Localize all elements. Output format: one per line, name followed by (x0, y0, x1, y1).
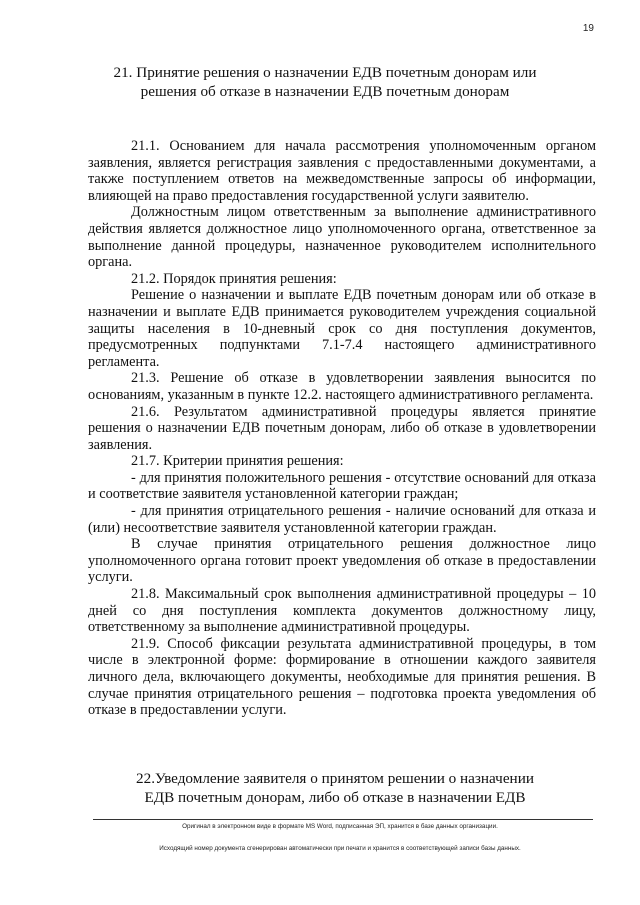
paragraph-21-6: 21.6. Результатом административной процедуры является принятие решения о назначении ЕДВ почетным донорам, либо об отказе в удовлетворении заявления. (88, 403, 596, 453)
paragraph-21-9: 21.9. Способ фиксации результата административной процедуры, в том числе в электронной форме: формирование в отношении каждого заявителя личного дела, включающего документы, необходимые для принятия решения. В случае принятия отрицательного решения – подготовка проекта уведомления об отказе в предоставлении услуги. (88, 635, 596, 719)
paragraph-21-1: 21.1. Основанием для начала рассмотрения уполномоченным органом заявления, является регистрация заявления с предоставленными документами, а также поступлением ответов на межведомственные запросы об информации, влияющей на право предоставления государственной услуги заявителю. (88, 138, 596, 204)
footnote-outgoing-number: Исходящий номер документа сгенерирован автоматически при печати и хранится в соответствующей записи базы данных. (159, 845, 521, 852)
section-22-heading: 22.Уведомление заявителя о принятом решении о назначении ЕДВ почетным донорам, либо об отказе в назначении ЕДВ (136, 770, 534, 806)
footnote-original: Оригинал в электронном виде в формате MS Word, подписанная ЭП, хранится в базе данных организации. (182, 823, 498, 830)
paragraph-refusal-notice: В случае принятия отрицательного решения должностное лицо уполномоченного органа готовит проект уведомления об отказе в предоставлении услуги. (88, 536, 596, 586)
paragraph-21-2: 21.2. Порядок принятия решения: (131, 270, 337, 287)
section-21-body (88, 138, 596, 719)
paragraph-21-3: 21.3. Решение об отказе в удовлетворении заявления выносится по основаниям, указанным в пункте 12.2. настоящего административного регламента. (88, 370, 596, 403)
paragraph-responsible-official: Должностным лицом ответственным за выполнение административного действия является должностное лицо уполномоченного органа, ответственное за выполнение данной процедуры, назначенное руководителем исполнительного органа. (88, 204, 596, 271)
paragraph-21-7: 21.7. Критерии принятия решения: (131, 453, 344, 470)
paragraph-positive-criteria: - для принятия положительного решения - отсутствие оснований для отказа и соответствие заявителя установленной категории граждан; (88, 469, 596, 503)
footer-divider (93, 819, 593, 820)
section-21-heading: 21. Принятие решения о назначении ЕДВ почетным донорам или решения об отказе в назначении ЕДВ почетным донорам (113, 64, 537, 100)
paragraph-decision: Решение о назначении и выплате ЕДВ почетным донорам или об отказе в назначении и выплате ЕДВ принимается руководителем учреждения социальной защиты населения в 10-дневный срок со дня поступления документов, предусмотренных подпунктами 7.1-7.4 настоящего административного регламента. (88, 287, 596, 370)
paragraph-negative-criteria: - для принятия отрицательного решения - наличие оснований для отказа и (или) несоответствие заявителя установленной категории граждан. (88, 503, 596, 536)
paragraph-21-8: 21.8. Максимальный срок выполнения административной процедуры – 10 дней со дня поступления комплекта документов должностному лицу, ответственному за выполнение административной процедуры. (88, 586, 596, 636)
page-number: 19 (582, 23, 594, 34)
